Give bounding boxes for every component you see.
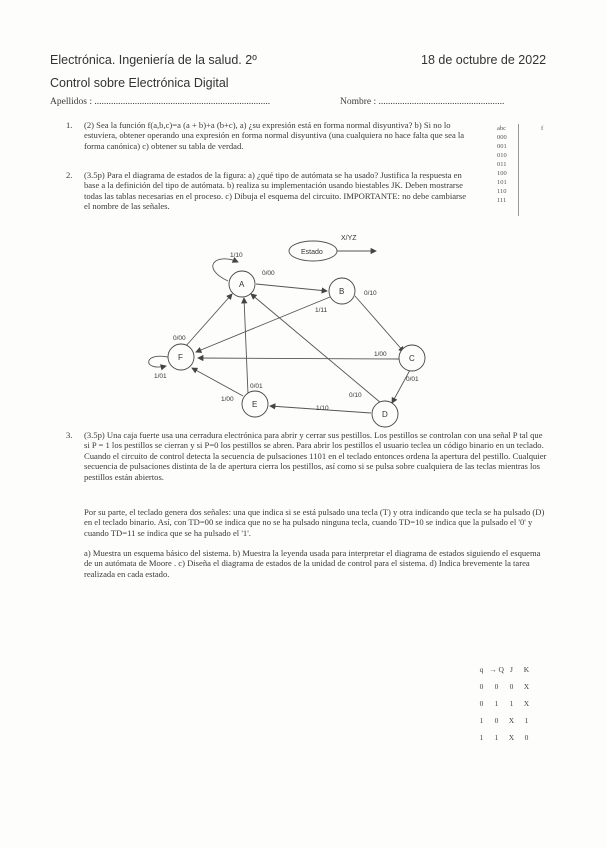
edge-label: 1/01: [154, 373, 167, 380]
truth-table-header: abc: [497, 125, 507, 132]
question-2-number: 2.: [66, 170, 73, 180]
truth-table-row: 001: [497, 143, 507, 150]
edge-label: 0/10: [364, 290, 377, 297]
truth-table-row: 000: [497, 134, 507, 141]
question-3-text-3: a) Muestra un esquema básico del sistema. b) Muestra la leyenda usada para interpretar el diagrama de estados siguiendo el esquema de un autómata de Moore . c) Diseña el diagrama de estados de la unidad de control para el sistema. d) Indica brevemente la tarea realizada en cada estado.: [84, 548, 541, 579]
surname-field: Apellidos : ..........................................................................: [50, 97, 271, 107]
edge-e-f: [192, 368, 243, 396]
state-label-d: D: [382, 410, 388, 419]
truth-table-row: 110: [497, 188, 507, 195]
truth-table-f-header: f: [541, 125, 544, 132]
edge-label: 0/00: [262, 270, 275, 277]
question-1-text: (2) Sea la función f(a,b,c)=a (a + b)+a (b+c), a) ¿su expresión está en forma normal disyuntiva? b) Si no lo estuviera, obtener operando una expresión en forma normal disyuntiva (una cualquiera no hace falta que sea la forma canónica) c) obtener su tabla de verdad.: [84, 120, 465, 151]
legend-label: X/YZ: [341, 235, 357, 242]
truth-table-row: 100: [497, 170, 507, 177]
jk-table-row: 1 1 X 0: [479, 733, 529, 742]
edge-label: 0/00: [173, 335, 186, 342]
question-2-text: (3.5p) Para el diagrama de estados de la figura: a) ¿qué tipo de autómata se ha usado? Justifica la respuesta en base a la definición del tipo de autómata. b) realiza su implementación usando biestables JK. Deben mostrarse todas las tablas necesarias en el proceso. c) Dibuja el esquema del circuito. IMPORTANTE: no debe cambiarse el nombre de las señales.: [84, 170, 467, 212]
question-3-text-2: Por su parte, el teclado genera dos señales: una que indica si se está pulsado una tecla (T) y otra indicando que tecla se ha pulsado (D) en el teclado binario. Así, con TD=00 se indica que no se ha pulsado ninguna tecla, cuando TD=10 se indica que la pulsado el '0' y cuando TD=11 se indica que se ha pulsado el '1'.: [84, 507, 545, 538]
edge-label: 1/10: [230, 252, 243, 259]
legend-state-text: Estado: [301, 249, 323, 256]
question-3-text: (3.5p) Una caja fuerte usa una cerradura electrónica para abrir y cerrar sus pestillos. Los pestillos se controlan con una señal P tal que si P = 1 los pestillos se cierran y si P=0 los pestillos se abren. Para abrir los pestillos el usuario teclea un código binario en un teclado. Cuando el circuito de control detecta la secuencia de pulsaciones 1101 en el teclado entonces ordena la apertura del pestillo. Cualquier secuencia de pulsaciones distinta de la de apertura cierra los pestillos, así como si se pulsa sobre cualquiera de las teclas mientras los pestillos están abiertos.: [84, 430, 547, 482]
edge-label: 1/11: [315, 307, 328, 314]
state-label-c: C: [409, 354, 415, 363]
course-title: Electrónica. Ingeniería de la salud. 2º: [50, 53, 257, 67]
jk-table: [474, 665, 534, 742]
edge-a-b: [256, 284, 327, 291]
edge-f-a: [185, 294, 232, 347]
jk-table-row: 0 1 1 X: [479, 699, 530, 708]
edge-c-d: [392, 370, 410, 403]
truth-table-row: 010: [497, 152, 507, 159]
truth-table-row: 101: [497, 179, 507, 186]
truth-table-row: 011: [497, 161, 507, 168]
truth-table-row: 111: [497, 197, 507, 204]
edge-e-a: [244, 298, 248, 394]
edge-c-f: [198, 358, 399, 359]
edge-label: 0/10: [349, 392, 362, 399]
state-label-b: B: [339, 287, 345, 296]
jk-table-row: 0 0 0 X: [479, 682, 530, 691]
state-label-f: F: [178, 353, 183, 362]
state-label-a: A: [239, 280, 245, 289]
edge-label: 0/01: [406, 376, 419, 383]
exam-date: 18 de octubre de 2022: [421, 53, 547, 67]
edge-b-c: [355, 296, 404, 352]
edge-label: 1/00: [374, 351, 387, 358]
state-label-e: E: [252, 400, 258, 409]
edge-label: 0/01: [250, 383, 263, 390]
question-3-number: 3.: [66, 430, 73, 440]
jk-table-row: 1 0 X 1: [479, 716, 529, 725]
exam-title: Control sobre Electrónica Digital: [50, 76, 229, 90]
question-1-number: 1.: [66, 120, 73, 130]
edge-label: 1/10: [316, 405, 329, 412]
edge-label: 1/00: [221, 396, 234, 403]
name-field: Nombre : .....................................................: [340, 97, 505, 107]
jk-table-header: q → Q J K: [479, 665, 530, 674]
